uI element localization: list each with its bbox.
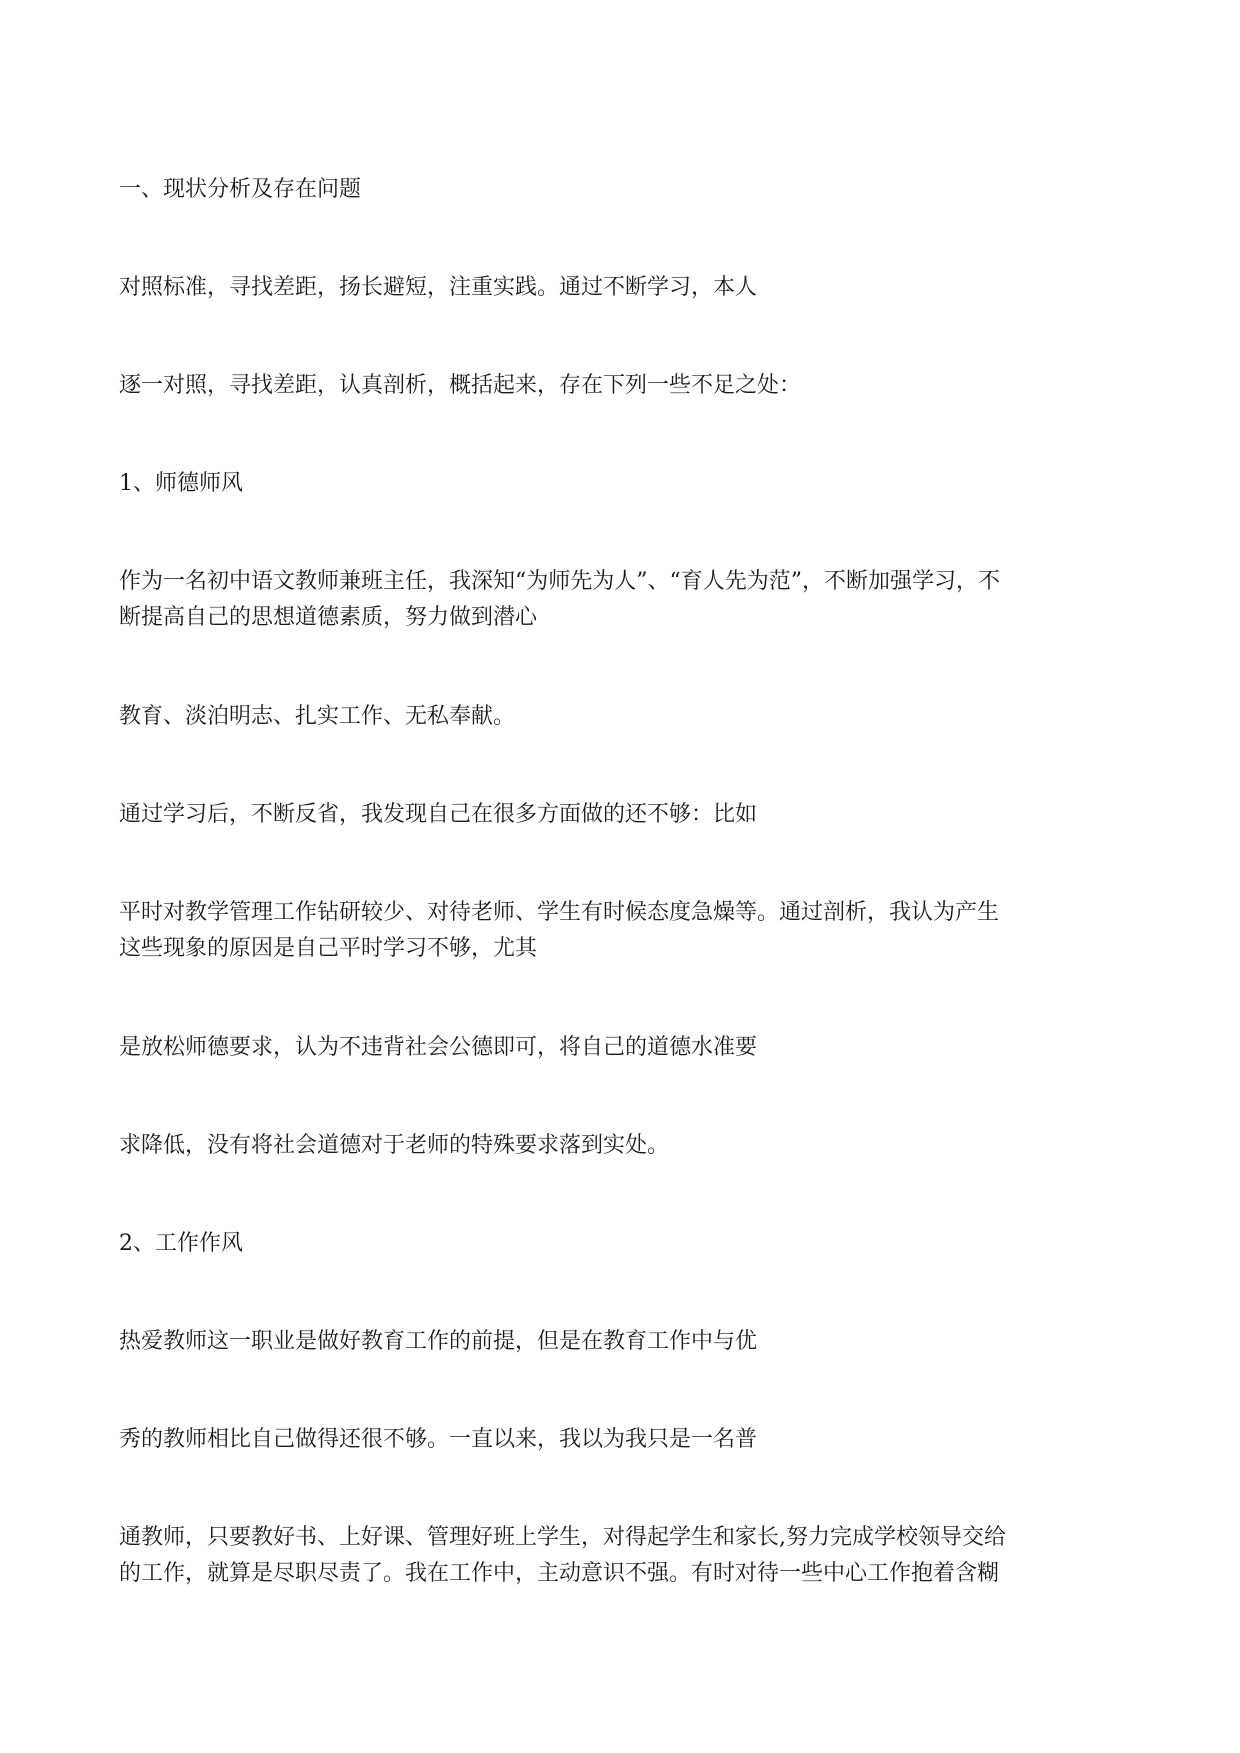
paragraph-line: 对照标准，寻找差距，扬长避短，注重实践。通过不断学习，本人 (119, 275, 758, 300)
paragraph-line: 教育、淡泊明志、扎实工作、无私奉献。 (119, 704, 516, 729)
paragraph-line: 通过学习后，不断反省，我发现自己在很多方面做的还不够：比如 (119, 802, 758, 827)
paragraph-line: 热爱教师这一职业是做好教育工作的前提，但是在教育工作中与优 (119, 1329, 758, 1354)
paragraph-line: 通教师，只要教好书、上好课、管理好班上学生，对得起学生和家长,努力完成学校领导交给 的工作，就算是尽职尽责了。我在工作中，主动意识不强。有时对待一些中心工作抱着含糊 (119, 1525, 1006, 1586)
subheading-work-style: 2、工作作风 (119, 1231, 243, 1256)
paragraph-line: 是放松师德要求，认为不违背社会公德即可，将自己的道德水准要 (119, 1035, 758, 1060)
subheading-teacher-ethics: 1、师德师风 (119, 471, 243, 496)
paragraph-line: 秀的教师相比自己做得还很不够。一直以来，我以为我只是一名普 (119, 1427, 758, 1452)
paragraph-line: 作为一名初中语文教师兼班主任，我深知“为师先为人”、“育人先为范”，不断加强学习，不 断提高自己的思想道德素质，努力做到潜心 (119, 569, 1000, 630)
section-heading-status-analysis: 一、现状分析及存在问题 (119, 177, 362, 202)
paragraph-line: 求降低，没有将社会道德对于老师的特殊要求落到实处。 (119, 1133, 670, 1158)
paragraph-line: 逐一对照，寻找差距，认真剖析，概括起来，存在下列一些不足之处： (119, 373, 802, 398)
paragraph-line: 平时对教学管理工作钻研较少、对待老师、学生有时候态度急燥等。通过剖析，我认为产生 这些现象的原因是自己平时学习不够，尤其 (119, 900, 1000, 961)
